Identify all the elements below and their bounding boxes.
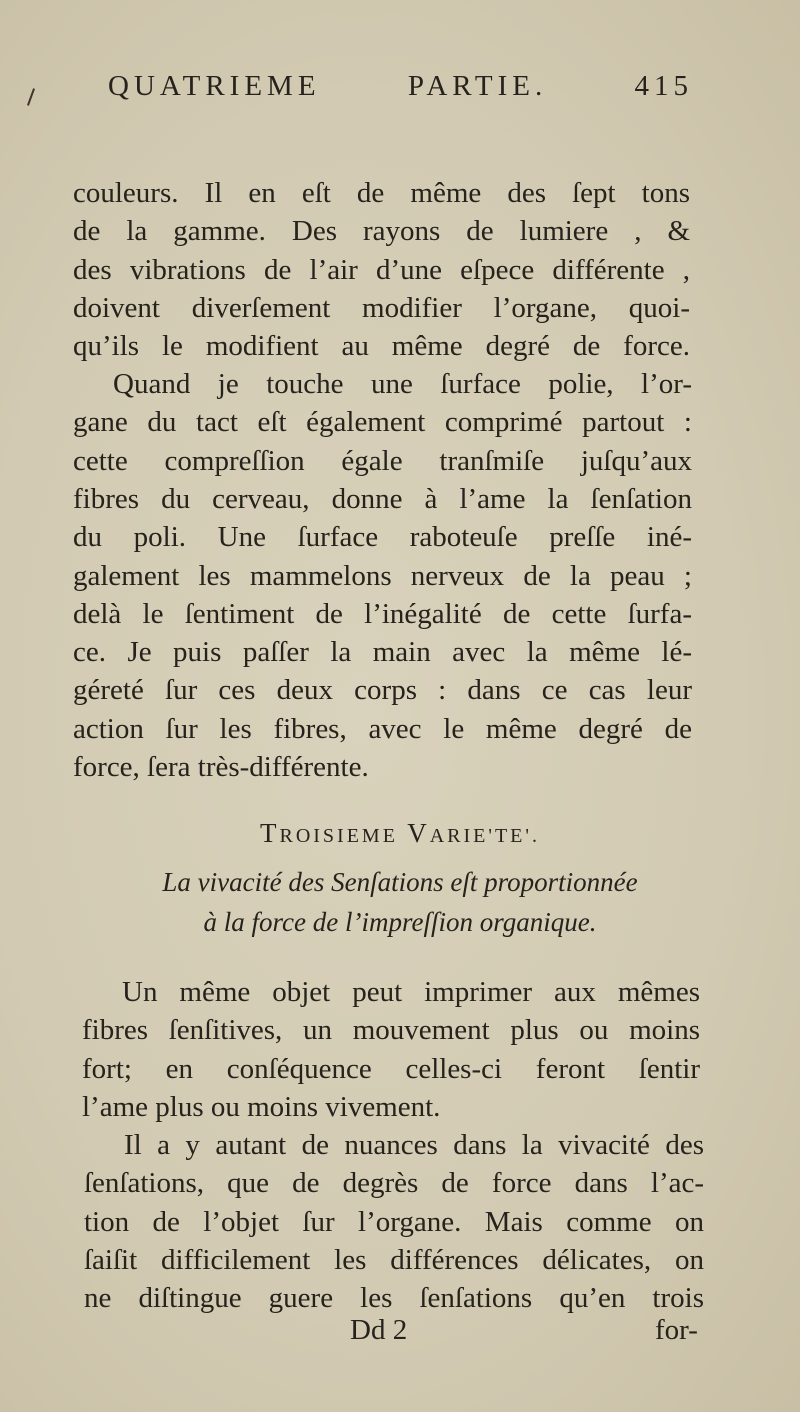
text-line: Quand je touche une ſurface polie, l’or- — [113, 368, 692, 400]
text-line: l’ame plus ou moins vivement. — [82, 1090, 441, 1123]
text-line: cette compreſſion égale tranſmiſe juſqu’aux — [73, 444, 692, 477]
heading-initial: V — [407, 818, 430, 848]
heading-initial: T — [259, 818, 280, 848]
heading-word: ARIE'TE'. — [429, 825, 541, 847]
section-heading — [0, 818, 800, 849]
text-line: tion de l’objet ſur l’organe. Mais comme on — [84, 1205, 704, 1238]
text-line: couleurs. Il en eſt de même des ſept tons — [73, 177, 690, 209]
running-header — [108, 70, 693, 103]
text-line: ne diſtingue guere les ſenſations qu’en trois — [84, 1282, 704, 1315]
text-line: gane du tact eſt également comprimé partout : — [73, 406, 692, 439]
proposition-line: à la force de l’impreſſion organique. — [203, 907, 597, 937]
header-title: QUATRIEME PARTIE. — [108, 70, 548, 102]
text-line: du poli. Une ſurface raboteuſe preſſe iné- — [73, 521, 692, 554]
page-number: 415 — [634, 70, 694, 102]
text-line: des vibrations de l’air d’une eſpece différente , — [73, 253, 690, 286]
heading-word: ROISIEME — [279, 825, 398, 847]
text-line: fibres du cerveau, donne à l’ame la ſenſation — [73, 482, 692, 515]
text-line: ce. Je puis paſſer la main avec la même lé- — [73, 636, 692, 669]
text-line: de la gamme. Des rayons de lumiere , & — [73, 215, 690, 248]
text-line: fibres ſenſitives, un mouvement plus ou moins — [82, 1014, 700, 1047]
text-line: géreté ſur ces deux corps : dans ce cas leur — [73, 674, 692, 707]
proposition-line: La vivacité des Senſations eſt proportionnée — [162, 867, 638, 897]
text-line: action ſur les fibres, avec le même degré de — [73, 712, 692, 745]
text-line: delà le ſentiment de l’inégalité de cette ſurfa- — [73, 597, 692, 630]
margin-mark — [27, 88, 35, 106]
text-line: ſaiſit difficilement les différences délicates, on — [84, 1243, 704, 1276]
text-line: force, ſera très-différente. — [73, 751, 369, 783]
text-line: qu’ils le modifient au même degré de force. — [73, 330, 690, 363]
catchword: for- — [655, 1314, 698, 1346]
text-line: Il a y autant de nuances dans la vivacité des — [124, 1129, 704, 1161]
text-line: doivent diverſement modifier l’organe, quoi- — [73, 291, 690, 324]
text-line: fort; en conſéquence celles-ci feront ſentir — [82, 1052, 700, 1085]
text-line: Un même objet peut imprimer aux mêmes — [122, 976, 700, 1008]
text-line: galement les mammelons nerveux de la peau ; — [73, 559, 692, 592]
text-line: ſenſations, que de degrès de force dans l’ac- — [84, 1167, 704, 1200]
signature-mark: Dd 2 — [350, 1314, 408, 1346]
